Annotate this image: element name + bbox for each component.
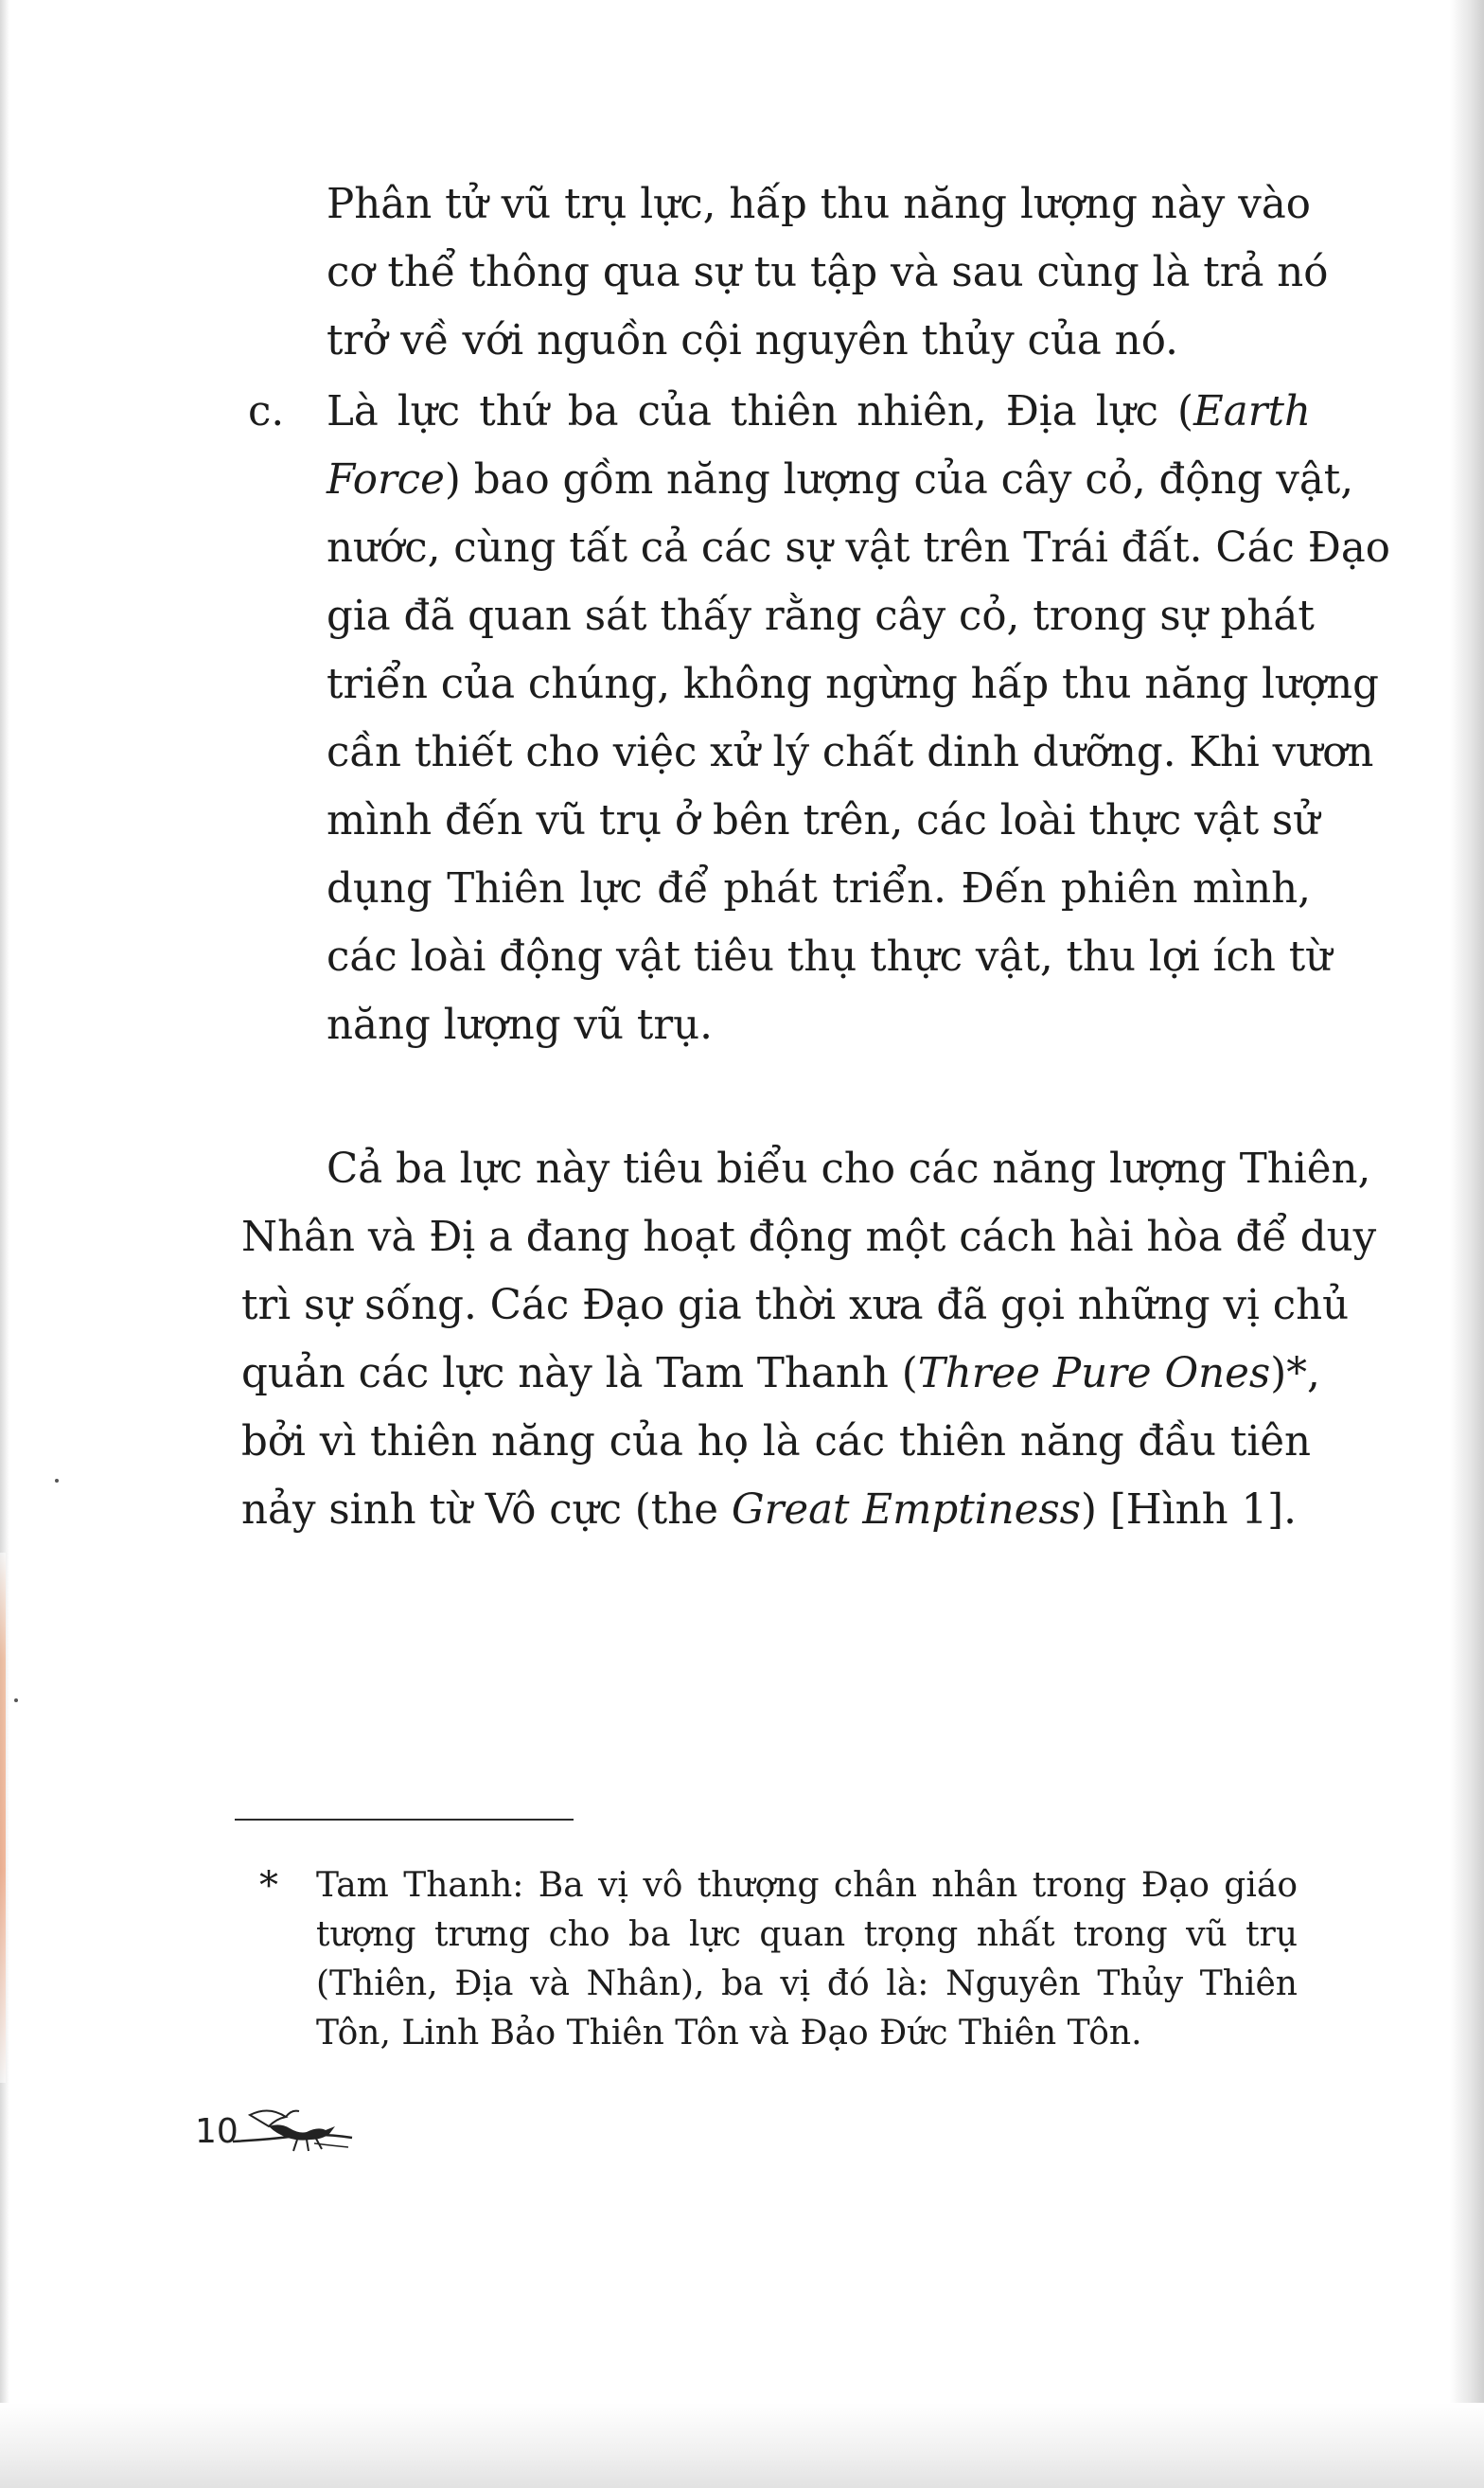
text-line: bởi vì thiên năng của họ là các thiên năng đầu tiên bbox=[241, 1418, 1311, 1466]
scan-speck bbox=[55, 1479, 59, 1483]
list-marker: c. bbox=[248, 388, 285, 435]
scan-speck bbox=[14, 1698, 18, 1702]
footnote-line: Tôn, Linh Bảo Thiên Tôn và Đạo Đức Thiên Tôn. bbox=[316, 2014, 1142, 2053]
text-line: cần thiết cho việc xử lý chất dinh dưỡng. Khi vươn bbox=[327, 729, 1374, 776]
text-line: Nhân và Đị a đang hoạt động một cách hài hòa để duy bbox=[241, 1214, 1377, 1261]
page-edge-shadow-left bbox=[0, 0, 9, 2488]
text-line: gia đã quan sát thấy rằng cây cỏ, trong sự phát bbox=[327, 593, 1315, 640]
text-line: nảy sinh từ Vô cực (the Great Emptiness) [Hình 1]. bbox=[241, 1486, 1297, 1534]
text-line: các loài động vật tiêu thụ thực vật, thu lợi ích từ bbox=[327, 933, 1333, 981]
text-line: cơ thể thông qua sự tu tập và sau cùng là trả nó bbox=[327, 249, 1329, 296]
page-edge-shadow-bottom bbox=[0, 2403, 1484, 2488]
crane-bird-icon bbox=[231, 2098, 354, 2157]
page-edge-color-strip bbox=[0, 1553, 6, 2083]
footnote-line: Tam Thanh: Ba vị vô thượng chân nhân trong Đạo giáo bbox=[316, 1866, 1298, 1905]
footnote-line: (Thiên, Địa và Nhân), ba vị đó là: Nguyên Thủy Thiên bbox=[316, 1964, 1298, 2003]
text-line: mình đến vũ trụ ở bên trên, các loài thực vật sử bbox=[327, 797, 1320, 844]
text-line: Force) bao gồm năng lượng của cây cỏ, động vật, bbox=[327, 456, 1354, 504]
text-line: trở về với nguồn cội nguyên thủy của nó. bbox=[327, 317, 1178, 364]
footnote-marker: * bbox=[259, 1864, 278, 1908]
text-line: quản các lực này là Tam Thanh (Three Pure Ones)*, bbox=[241, 1350, 1320, 1397]
text-line: Cả ba lực này tiêu biểu cho các năng lượng Thiên, bbox=[327, 1146, 1371, 1193]
text-line: Là lực thứ ba của thiên nhiên, Địa lực (Earth bbox=[327, 388, 1311, 435]
text-line: trì sự sống. Các Đạo gia thời xưa đã gọi những vị chủ bbox=[241, 1282, 1350, 1329]
footnote-line: tượng trưng cho ba lực quan trọng nhất trong vũ trụ bbox=[316, 1915, 1298, 1954]
text-line: Phân tử vũ trụ lực, hấp thu năng lượng này vào bbox=[327, 181, 1311, 228]
page-number: 10 bbox=[195, 2112, 238, 2151]
footnote-separator bbox=[235, 1819, 574, 1821]
page-edge-shadow-right bbox=[1450, 0, 1484, 2488]
text-line: triển của chúng, không ngừng hấp thu năng lượng bbox=[327, 661, 1379, 708]
text-line: nước, cùng tất cả các sự vật trên Trái đất. Các Đạo bbox=[327, 524, 1390, 572]
text-line: dụng Thiên lực để phát triển. Đến phiên mình, bbox=[327, 865, 1311, 913]
text-line: năng lượng vũ trụ. bbox=[327, 1002, 713, 1049]
